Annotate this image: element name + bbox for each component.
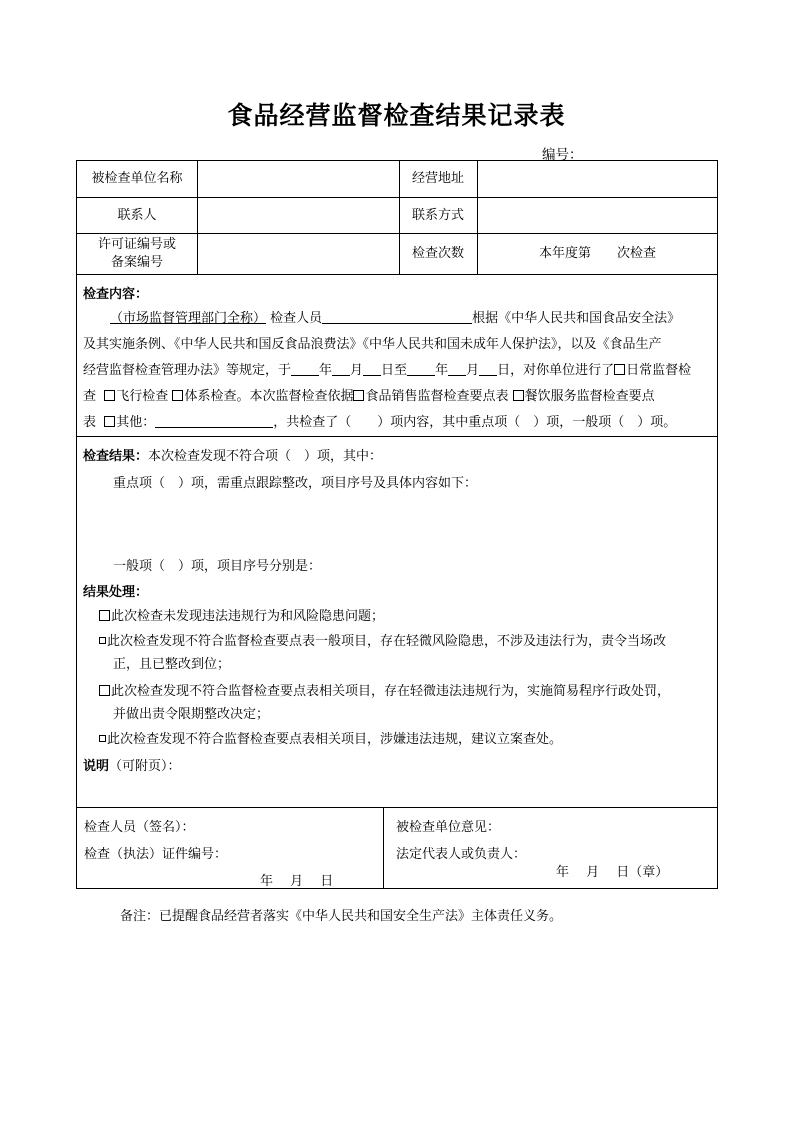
inspect-count-value: 本年度第 次检查 (538, 246, 656, 261)
row-divider (77, 274, 717, 275)
month-label: 月 (350, 363, 364, 378)
unit-name-field[interactable] (198, 161, 398, 197)
inspector-signature-label: 检查人员（签名）： (84, 820, 195, 835)
year-label: 年 (319, 363, 333, 378)
result-heading: 检查结果： (83, 449, 149, 464)
key-items-text: 重点项（ ）项，需重点跟踪整改，项目序号及具体内容如下： (113, 476, 478, 491)
column-divider (383, 807, 384, 889)
section-divider (77, 807, 717, 808)
option-3-checkbox[interactable] (99, 685, 110, 696)
content-heading: 检查内容： (83, 287, 149, 302)
handling-option-3 (99, 683, 670, 701)
food-sales-label: 食品销售监督检查要点表 (365, 389, 509, 404)
checked-count-text: ，共检查了（ ）项内容，其中重点项（ ）项，一般项（ ）项。 (273, 415, 677, 430)
content-line-1 (110, 310, 680, 328)
result-summary: 本次检查发现不符合项（ ）项，其中： (148, 449, 383, 464)
day-blank[interactable] (479, 362, 497, 376)
footnote: 备注：已提醒食品经营者落实《中华人民共和国安全生产法》主体责任义务。 (120, 909, 563, 924)
license-label (77, 234, 197, 274)
handling-option-1 (99, 608, 384, 626)
year-blank[interactable] (407, 362, 435, 376)
daily-check-checkbox[interactable] (614, 364, 625, 375)
general-items-text: 一般项（ ）项，项目序号分别是： (113, 559, 322, 574)
basis-text: 根据《中华人民共和国食品安全法》 (472, 311, 681, 326)
content-line-3 (83, 362, 691, 380)
month-blank[interactable] (332, 362, 350, 376)
option-1-label: 此次检查未发现违法违规行为和风险隐患问题； (111, 609, 385, 624)
year-label: 年 (435, 363, 449, 378)
check-suffix: 查 (83, 389, 97, 404)
inspector-label: 检查人员 (270, 311, 323, 326)
contact-method-label: 联系方式 (411, 207, 464, 223)
flight-check-checkbox[interactable] (104, 390, 115, 401)
system-check-checkbox[interactable] (172, 390, 183, 401)
unit-opinion-label: 被检查单位意见： (396, 820, 501, 835)
option-2-label: 此次检查发现不符合监督检查要点表一般项目，存在轻微风险隐患，不涉及违法行为，责令当场改 (107, 634, 667, 649)
other-blank[interactable] (155, 414, 273, 428)
legal-rep-label: 法定代表人或负责人： (396, 847, 527, 862)
page-title: 食品经营监督检查结果记录表 (227, 101, 566, 130)
day-to-label: 日至 (381, 363, 408, 378)
table-suffix: 表 (83, 415, 97, 430)
catering-label: 餐饮服务监督检查要点 (524, 389, 655, 404)
catering-checkbox[interactable] (513, 390, 524, 401)
system-check-label: 体系检查。本次监督检查依据 (184, 389, 354, 404)
contact-field[interactable] (198, 198, 398, 233)
inspector-blank[interactable] (322, 310, 472, 324)
month-label: 月 (466, 363, 480, 378)
cert-number-label: 检查（执法）证件编号： (84, 847, 228, 862)
handling-option-2 (99, 633, 666, 651)
other-label: 其他： (116, 415, 156, 430)
month-blank[interactable] (448, 362, 466, 376)
regulation-text: 经营监督检查管理办法》等规定，于 (83, 363, 292, 378)
option-2-checkbox[interactable] (99, 637, 106, 644)
handling-option-3-cont: 并做出责令限期整改决定； (113, 707, 270, 722)
option-4-checkbox[interactable] (99, 735, 106, 742)
option-1-checkbox[interactable] (99, 610, 110, 621)
dept-name: （市场监督管理部门全称） (110, 311, 267, 326)
handling-option-4 (99, 731, 562, 749)
remark-note: （可附页）： (109, 759, 181, 774)
other-checkbox[interactable] (104, 416, 115, 427)
address-field[interactable] (478, 161, 717, 197)
handling-heading: 结果处理： (83, 585, 149, 600)
license-field[interactable] (198, 234, 398, 274)
content-line-5 (83, 414, 676, 432)
year-blank[interactable] (291, 362, 319, 376)
food-sales-checkbox[interactable] (353, 390, 364, 401)
contact-method-field[interactable] (478, 198, 717, 233)
option-4-label: 此次检查发现不符合监督检查要点表相关项目，涉嫌违法违规，建议立案查处。 (107, 732, 563, 747)
date-right: 年 月 日（章） (556, 865, 669, 880)
license-label-line2: 备案编号 (110, 255, 163, 270)
contact-label: 联系人 (117, 207, 157, 223)
content-line-2: 及其实施条例、《中华人民共和国反食品浪费法》《中华人民共和国未成年人保护法》，以及《食品生产 (83, 337, 662, 352)
inspect-count-label: 检查次数 (411, 246, 464, 261)
unit-name-label: 被检查单位名称 (91, 171, 183, 186)
license-label-line1: 许可证编号或 (97, 237, 176, 252)
daily-check-label: 日常监督检 (626, 363, 692, 378)
day-label: 日，对你单位进行了 (497, 363, 615, 378)
option-3-label: 此次检查发现不符合监督检查要点表相关项目，存在轻微违法违规行为，实施简易程序行政处罚， (111, 684, 671, 699)
address-label: 经营地址 (411, 171, 464, 186)
date-left: 年 月 日 (260, 874, 334, 889)
flight-check-label: 飞行检查 (116, 389, 169, 404)
remark-heading: 说明 (83, 759, 110, 774)
serial-number-label: 编号： (542, 147, 583, 163)
day-blank[interactable] (363, 362, 381, 376)
record-form (76, 160, 718, 889)
section-divider (77, 436, 717, 437)
result-line (83, 448, 382, 466)
remark-line (83, 758, 181, 776)
handling-option-2-cont: 正，且已整改到位； (113, 657, 231, 672)
content-line-4 (83, 388, 655, 406)
